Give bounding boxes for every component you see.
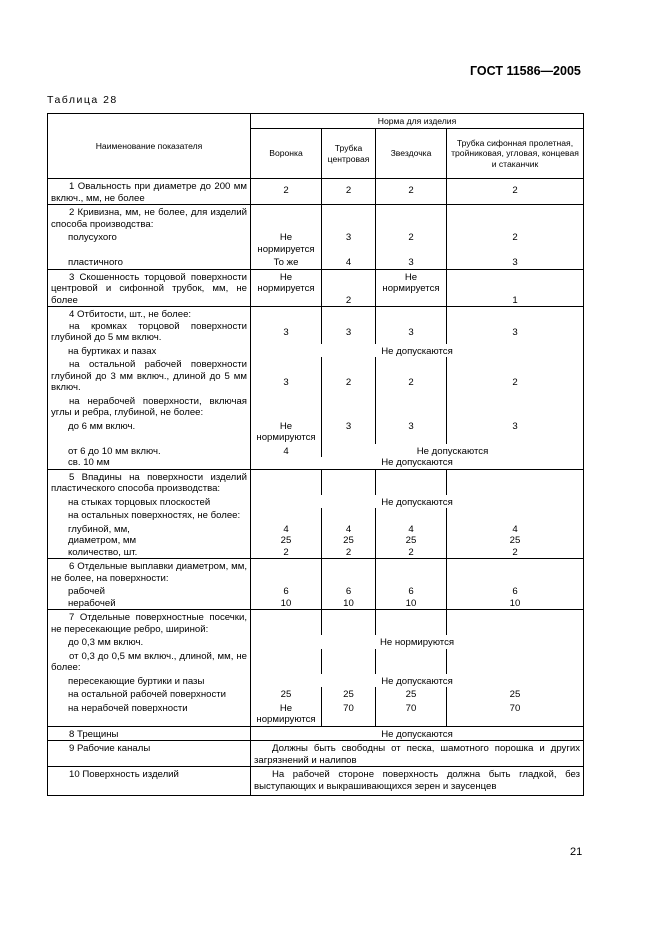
row-4f-voronka: 4 (251, 444, 322, 458)
row-5a-name: на стыках торцовых плоскостей (48, 495, 251, 509)
row-8-name: 8 Трещины (48, 726, 251, 741)
row-6-name: 6 Отдельные выплавки диаметром, мм, не более, на поверхности: (48, 559, 251, 585)
row-1-voronka: 2 (251, 179, 322, 205)
row-7e-name: на нерабочей поверхности (48, 701, 251, 727)
row-4e-sifon: 3 (447, 419, 584, 444)
row-5-name: 5 Впадины на поверхности изделий пластического способа производства: (48, 469, 251, 495)
row-4e-trubka: 3 (322, 419, 376, 444)
row-6b-sifon: 10 (447, 598, 584, 610)
row-6b-voronka: 10 (251, 598, 322, 610)
row-7c-all: Не допускаются (251, 674, 584, 688)
row-7d-sifon: 25 (447, 687, 584, 701)
row-3-name: 3 Скошенность торцовой поверхности центровой и сифонной трубок, мм, не более (48, 269, 251, 307)
row-7e-zvezdochka: 70 (376, 701, 447, 727)
header-trubka: Трубка центровая (322, 129, 376, 179)
row-5c2-name: диаметром, мм (48, 535, 251, 547)
header-zvezdochka: Звездочка (376, 129, 447, 179)
row-5c2-voronka: 25 (251, 535, 322, 547)
row-6a-voronka: 6 (251, 584, 322, 598)
row-4e-name: до 6 мм включ. (48, 419, 251, 444)
row-5c1-sifon: 4 (447, 522, 584, 536)
row-4a-trubka: 3 (322, 321, 376, 344)
row-3-sifon: 1 (447, 269, 584, 307)
row-7a-name: до 0,3 мм включ. (48, 635, 251, 649)
row-4c-voronka: 3 (251, 357, 322, 394)
row-4c-name: на остальной рабочей поверхности глубиной до 3 мм включ., длиной до 5 мм включ. (48, 357, 251, 394)
requirements-table (47, 113, 584, 796)
row-4c-sifon: 2 (447, 357, 584, 394)
row-4-name: 4 Отбитости, шт., не более: (48, 307, 251, 321)
row-10-name: 10 Поверхность изделий (48, 767, 251, 796)
row-5a-all: Не допускаются (251, 495, 584, 509)
header-name: Наименование показателя (48, 114, 251, 179)
row-3-voronka: Не нормируется (251, 269, 322, 307)
row-6b-trubka: 10 (322, 598, 376, 610)
row-2-name: 2 Кривизна, мм, не более, для изделий способа производства: (48, 205, 251, 231)
standard-number: ГОСТ 11586—2005 (470, 64, 581, 78)
row-5c1-name: глубиной, мм, (48, 522, 251, 536)
row-4e-voronka: Не нормируются (251, 419, 322, 444)
row-2b-zvezdochka: 3 (376, 255, 447, 269)
row-2b-trubka: 4 (322, 255, 376, 269)
row-6a-zvezdochka: 6 (376, 584, 447, 598)
row-4e-zvezdochka: 3 (376, 419, 447, 444)
row-7a-all: Не нормируются (251, 635, 584, 649)
row-6a-name: рабочей (48, 584, 251, 598)
row-10-all: На рабочей стороне поверхность должна быть гладкой, без выступающих и выкрашивающихся зерен и заусенцев (251, 767, 584, 796)
row-2a-zvezdochka: 2 (376, 230, 447, 255)
row-1-trubka: 2 (322, 179, 376, 205)
row-4a-voronka: 3 (251, 321, 322, 344)
row-2a-voronka: Не нормируется (251, 230, 322, 255)
row-5b-name: на остальных поверхностях, не более: (48, 508, 251, 522)
row-5c3-sifon: 2 (447, 547, 584, 559)
row-5c3-trubka: 2 (322, 547, 376, 559)
row-4c-trubka: 2 (322, 357, 376, 394)
row-8-all: Не допускаются (251, 726, 584, 741)
header-voronka: Воронка (251, 129, 322, 179)
row-4c-zvezdochka: 2 (376, 357, 447, 394)
row-5c3-voronka: 2 (251, 547, 322, 559)
row-5c2-trubka: 25 (322, 535, 376, 547)
row-7b-name: от 0,3 до 0,5 мм включ., длиной, мм, не более: (48, 649, 251, 674)
row-4g-name: св. 10 мм (48, 457, 251, 469)
row-5c2-zvezdochka: 25 (376, 535, 447, 547)
row-4b-name: на буртиках и пазах (48, 344, 251, 358)
row-3-zvezdochka: Не нормируется (376, 269, 447, 307)
row-4b-all: Не допускаются (251, 344, 584, 358)
row-7d-zvezdochka: 25 (376, 687, 447, 701)
row-4d-name: на нерабочей поверхности, включая углы и ребра, глубиной, не более: (48, 394, 251, 419)
row-2b-sifon: 3 (447, 255, 584, 269)
row-5c1-zvezdochka: 4 (376, 522, 447, 536)
row-4a-name: на кромках торцовой поверхности глубиной до 5 мм включ. (48, 321, 251, 344)
header-sifon: Трубка сифонная пролетная, тройниковая, угловая, концевая и стаканчик (447, 129, 584, 179)
row-7e-sifon: 70 (447, 701, 584, 727)
row-7d-voronka: 25 (251, 687, 322, 701)
row-4f-name: от 6 до 10 мм включ. (48, 444, 251, 458)
row-6b-name: нерабочей (48, 598, 251, 610)
row-2b-name: пластичного (48, 255, 251, 269)
row-5c3-name: количество, шт. (48, 547, 251, 559)
row-7d-trubka: 25 (322, 687, 376, 701)
row-6a-trubka: 6 (322, 584, 376, 598)
row-2a-sifon: 2 (447, 230, 584, 255)
row-9-all: Должны быть свободны от песка, шамотного порошка и других загрязнений и налипов (251, 741, 584, 767)
row-4f-rest: Не допускаются (322, 444, 584, 458)
row-5c1-trubka: 4 (322, 522, 376, 536)
row-2b-voronka: То же (251, 255, 322, 269)
row-4g-all: Не допускаются (251, 457, 584, 469)
row-2a-trubka: 3 (322, 230, 376, 255)
row-6b-zvezdochka: 10 (376, 598, 447, 610)
row-4a-zvezdochka: 3 (376, 321, 447, 344)
row-3-trubka: 2 (322, 269, 376, 307)
header-norm: Норма для изделия (251, 114, 584, 129)
row-7-name: 7 Отдельные поверхностные посечки, не пересекающие ребро, шириной: (48, 610, 251, 636)
row-7e-voronka: Не нормируются (251, 701, 322, 727)
row-6a-sifon: 6 (447, 584, 584, 598)
row-1-zvezdochka: 2 (376, 179, 447, 205)
row-9-name: 9 Рабочие каналы (48, 741, 251, 767)
row-5c3-zvezdochka: 2 (376, 547, 447, 559)
row-4a-sifon: 3 (447, 321, 584, 344)
row-2a-name: полусухого (48, 230, 251, 255)
row-7e-trubka: 70 (322, 701, 376, 727)
row-5c1-voronka: 4 (251, 522, 322, 536)
row-7c-name: пересекающие буртики и пазы (48, 674, 251, 688)
row-5c2-sifon: 25 (447, 535, 584, 547)
table-caption: Таблица 28 (47, 94, 118, 106)
row-1-name: 1 Овальность при диаметре до 200 мм включ., мм, не более (48, 179, 251, 205)
page-number: 21 (570, 846, 583, 858)
row-7d-name: на остальной рабочей поверхности (48, 687, 251, 701)
row-1-sifon: 2 (447, 179, 584, 205)
